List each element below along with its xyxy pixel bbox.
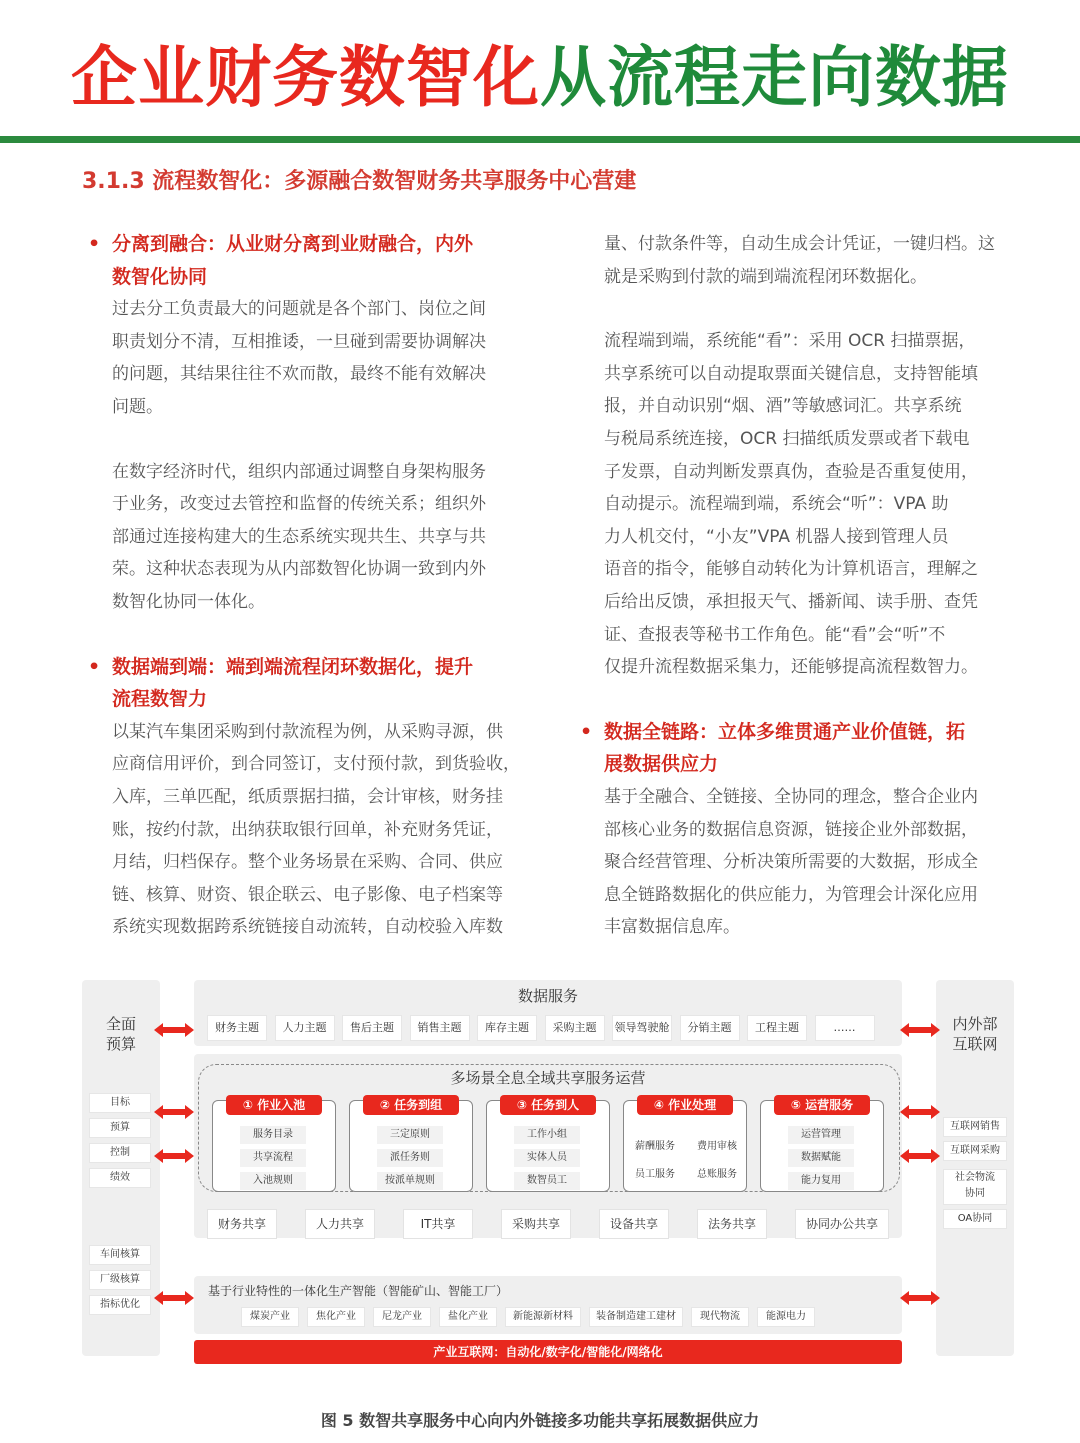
left-item: 预算 xyxy=(90,1119,150,1137)
text-line: 部通过连接构建大的生态系统实现共生、共享与共 xyxy=(112,526,486,547)
heading-line: • 数据端到端：端到端流程闭环数据化，提升 xyxy=(112,655,474,678)
text-line: 后给出反馈，承担报天气、播新闻、读手册、查凭 xyxy=(604,591,978,612)
theme-chip: …… xyxy=(816,1016,874,1040)
theme-chip: 售后主题 xyxy=(343,1016,401,1040)
text-line: 账，按约付款，出纳获取银行回单，补充财务凭证， xyxy=(112,819,503,840)
left-item: 指标优化 xyxy=(90,1296,150,1314)
share-chip: IT共享 xyxy=(404,1210,472,1238)
industry-title: 基于行业特性的一体化生产智能（智能矿山、智能工厂） xyxy=(208,1284,509,1298)
left-item: 控制 xyxy=(90,1144,150,1162)
text-line: 荣。这种状态表现为从内部数智化协调一致到内外 xyxy=(112,559,486,580)
text-line: 语音的指令，能够自动转化为计算机语言，理解之 xyxy=(604,559,978,580)
text-line: 力人机交付，“小友”VPA 机器人接到管理人员 xyxy=(604,526,949,547)
card-item: 能力复用 xyxy=(788,1172,854,1190)
share-chip: 财务共享 xyxy=(208,1210,276,1238)
card-heading: ① 作业入池 xyxy=(226,1095,322,1115)
text-line: 部核心业务的数据信息资源，链接企业外部数据， xyxy=(604,819,978,840)
industry-chip: 新能源新材料 xyxy=(506,1308,580,1326)
heading-line: 数智化协同 xyxy=(112,265,208,288)
industry-chip: 焦化产业 xyxy=(308,1308,364,1326)
theme-chip: 销售主题 xyxy=(411,1016,469,1040)
right-item: 互联网采购 xyxy=(944,1142,1006,1160)
text-line: 的问题，其结果往往不欢而散，最终不能有效解决 xyxy=(112,364,486,385)
architecture-diagram xyxy=(82,980,1014,1372)
card-item: 实体人员 xyxy=(514,1149,580,1167)
theme-chip: 财务主题 xyxy=(208,1016,266,1040)
bullet-heading-1 xyxy=(112,228,522,293)
share-chip: 人力共享 xyxy=(306,1210,374,1238)
theme-chip: 库存主题 xyxy=(478,1016,536,1040)
paragraph-2 xyxy=(112,456,522,619)
paragraph-4 xyxy=(604,228,1014,293)
share-chip: 协同办公共享 xyxy=(796,1210,888,1238)
text-line: 基于全融合、全链接、全协同的理念，整合企业内 xyxy=(604,786,978,807)
card-item: 派任务则 xyxy=(377,1149,443,1167)
text-line: 系统实现数据跨系统链接自动流转，自动校验入库数 xyxy=(112,917,503,938)
left-item: 厂级核算 xyxy=(90,1271,150,1289)
left-column xyxy=(112,228,522,944)
text-line: 仅提升流程数据采集力，还能够提高流程数智力。 xyxy=(604,657,978,678)
title-part-red: 企业财务数智化 xyxy=(71,39,540,116)
bullet-heading-3 xyxy=(604,716,1014,781)
text-line: 职责划分不清，互相推诿，一旦碰到需要协调解决 xyxy=(112,331,486,352)
card-item: 按派单规则 xyxy=(377,1172,443,1190)
text-line: 量、付款条件等，自动生成会计凭证，一键归档。这 xyxy=(604,234,995,254)
title-divider xyxy=(0,136,1080,143)
double-arrow-icon xyxy=(154,1148,194,1164)
heading-line: 流程数智力 xyxy=(112,688,208,711)
card-item: 数据赋能 xyxy=(788,1149,854,1167)
card-item: 共享流程 xyxy=(240,1149,306,1167)
text-line: 息全链路数据化的供应能力，为管理会计深化应用 xyxy=(604,884,978,905)
card-heading: ③ 任务到人 xyxy=(500,1095,596,1115)
page-title xyxy=(0,38,1080,118)
heading-line: • 分离到融合：从业财分离到业财融合，内外 xyxy=(112,233,474,255)
paragraph-3 xyxy=(112,716,522,944)
card-item: 数智员工 xyxy=(514,1172,580,1190)
text-line: 问题。 xyxy=(112,396,163,417)
bullet-heading-2 xyxy=(112,651,522,716)
section-title: 3.1.3 流程数智化：多源融合数智财务共享服务中心营建 xyxy=(82,169,637,194)
text-line: 与税局系统连接，OCR 扫描纸质发票或者下载电 xyxy=(604,428,970,449)
card-item: 服务目录 xyxy=(240,1126,306,1144)
heading-line: 展数据供应力 xyxy=(604,753,719,776)
text-line: 证、查报表等秘书工作角色。能“看”会“听”不 xyxy=(604,624,946,645)
double-arrow-icon xyxy=(900,1022,940,1038)
card-heading: ⑤ 运营服务 xyxy=(774,1095,870,1115)
theme-chip: 工程主题 xyxy=(748,1016,806,1040)
text-line: 数智化协同一体化。 xyxy=(112,591,265,612)
double-arrow-icon xyxy=(900,1290,940,1306)
text-line: 链、核算、财资、银企联云、电子影像、电子档案等 xyxy=(112,884,503,905)
text-line: 聚合经营管理、分析决策所需要的大数据，形成全 xyxy=(604,852,978,873)
card-item: 费用审核 xyxy=(693,1138,741,1156)
industry-chip: 能源电力 xyxy=(758,1308,814,1326)
card-item: 薪酬服务 xyxy=(631,1138,679,1156)
left-item: 绩效 xyxy=(90,1169,150,1187)
card-item: 工作小组 xyxy=(514,1126,580,1144)
left-top-label: 全面 预算 xyxy=(105,1015,136,1053)
text-line: 子发票，自动判断发票真伪，查验是否重复使用， xyxy=(604,461,978,482)
text-line: 过去分工负责最大的问题就是各个部门、岗位之间 xyxy=(112,299,486,320)
text-line: 流程端到端，系统能“看”：采用 OCR 扫描票据， xyxy=(604,331,976,352)
left-item: 车间核算 xyxy=(90,1246,150,1264)
industry-chip: 盐化产业 xyxy=(440,1308,496,1326)
card-heading: ② 任务到组 xyxy=(363,1095,459,1115)
card-heading: ④ 作业处理 xyxy=(637,1095,733,1115)
card-item: 三定原则 xyxy=(377,1126,443,1144)
theme-chip: 人力主题 xyxy=(276,1016,334,1040)
text-line: 以某汽车集团采购到付款流程为例，从采购寻源，供 xyxy=(112,721,503,742)
heading-line: • 数据全链路：立体多维贯通产业价值链，拓 xyxy=(604,720,966,743)
text-line: 共享系统可以自动提取票面关键信息，支持智能填 xyxy=(604,363,978,384)
right-item: 互联网销售 xyxy=(944,1118,1006,1136)
title-part-green: 从流程走向数据 xyxy=(540,39,1009,116)
card-item: 总账服务 xyxy=(693,1166,741,1184)
text-line: 自动提示。流程端到端，系统会“听”：VPA 助 xyxy=(604,494,949,515)
double-arrow-icon xyxy=(900,1104,940,1120)
industry-chip: 煤炭产业 xyxy=(242,1308,298,1326)
text-line: 于业务，改变过去管控和监督的传统关系；组织外 xyxy=(112,494,486,515)
industry-chip: 装备制造建工建材 xyxy=(590,1308,682,1326)
left-item: 目标 xyxy=(90,1094,150,1112)
right-item: 社会物流 协同 xyxy=(944,1170,1006,1204)
text-line: 报，并自动识别“烟、酒”等敏感词汇。共享系统 xyxy=(604,396,962,417)
theme-chip: 领导驾驶舱 xyxy=(613,1016,671,1040)
text-line: 就是采购到付款的端到端流程闭环数据化。 xyxy=(604,266,927,287)
share-chip: 设备共享 xyxy=(600,1210,668,1238)
industry-chip: 现代物流 xyxy=(692,1308,748,1326)
theme-chip: 采购主题 xyxy=(546,1016,604,1040)
right-column xyxy=(604,228,1014,944)
card-item: 运营管理 xyxy=(788,1126,854,1144)
paragraph-1 xyxy=(112,293,522,423)
center-title: 多场景全息全域共享服务运营 xyxy=(450,1069,646,1087)
double-arrow-icon xyxy=(154,1022,194,1038)
data-service-title: 数据服务 xyxy=(517,987,578,1005)
double-arrow-icon xyxy=(900,1148,940,1164)
double-arrow-icon xyxy=(154,1290,194,1306)
text-line: 入库，三单匹配，纸质票据扫描，会计审核，财务挂 xyxy=(112,786,503,807)
theme-chip: 分销主题 xyxy=(681,1016,739,1040)
text-line: 应商信用评价，到合同签订，支付预付款，到货验收， xyxy=(112,754,520,775)
card-item: 入池规则 xyxy=(240,1172,306,1190)
paragraph-5 xyxy=(604,325,1014,684)
double-arrow-icon xyxy=(154,1104,194,1120)
text-line: 丰富数据信息库。 xyxy=(604,917,740,938)
industry-chip: 尼龙产业 xyxy=(374,1308,430,1326)
figure-caption: 图 5 数智共享服务中心向内外链接多功能共享拓展数据供应力 xyxy=(320,1411,760,1430)
share-chip: 采购共享 xyxy=(502,1210,570,1238)
right-item: OA协同 xyxy=(944,1210,1006,1228)
paragraph-6 xyxy=(604,781,1014,944)
text-line: 月结，归档保存。整个业务场景在采购、合同、供应 xyxy=(112,852,503,873)
card-item: 员工服务 xyxy=(631,1166,679,1184)
industrial-internet-bar: 产业互联网：自动化/数字化/智能化/网络化 xyxy=(194,1340,902,1364)
right-top-label: 内外部 互联网 xyxy=(952,1015,998,1053)
share-chip: 法务共享 xyxy=(698,1210,766,1238)
text-line: 在数字经济时代，组织内部通过调整自身架构服务 xyxy=(112,461,486,482)
